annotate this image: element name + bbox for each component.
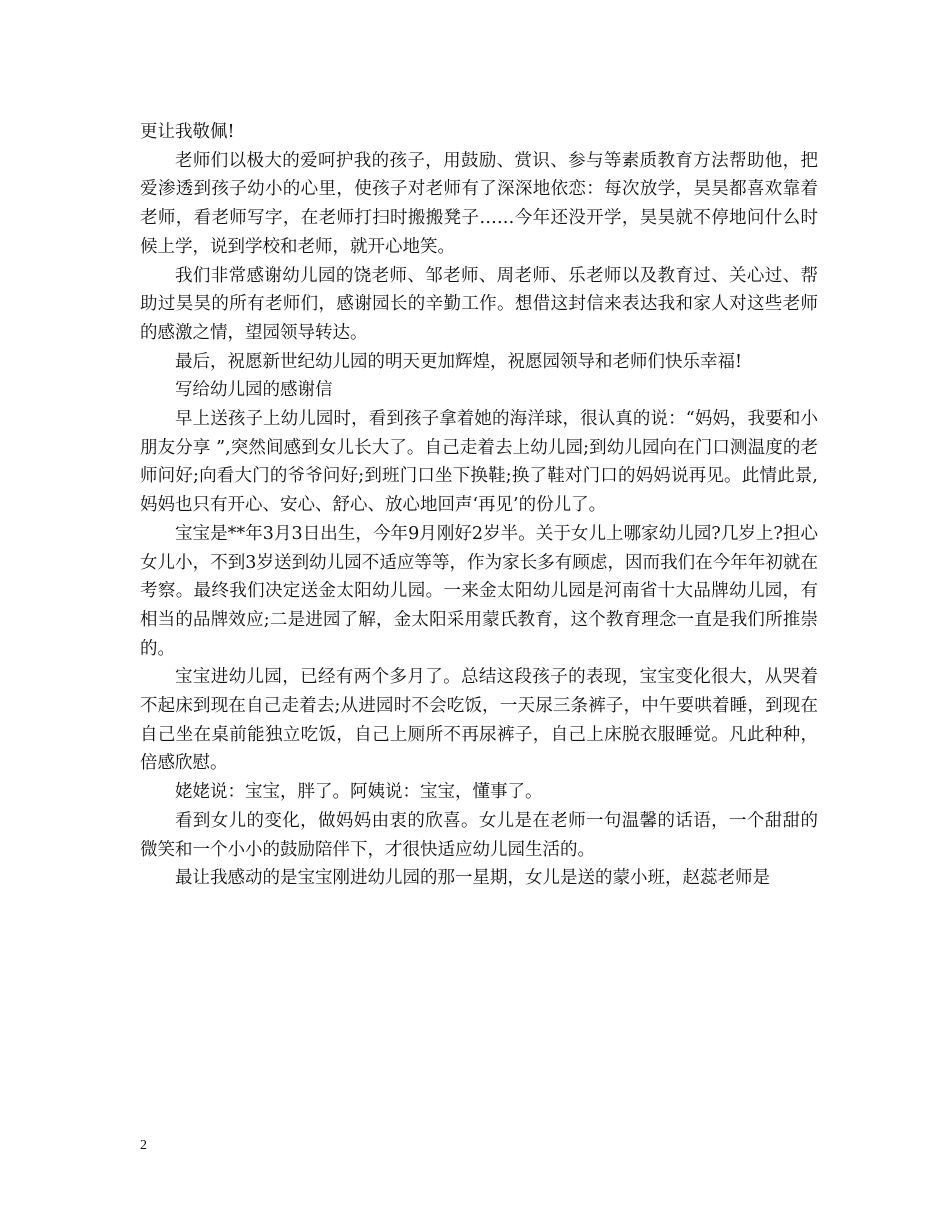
paragraph-2: 老师们以极大的爱呵护我的孩子，用鼓励、赏识、参与等素质教育方法帮助他，把爱渗透到孩子幼小的心里，使孩子对老师有了深深地依恋：每次放学，昊昊都喜欢靠着老师，看老师写字，在老师打扫时搬搬凳子……今年还没开学，昊昊就不停地问什么时候上学，说到学校和老师，就开心地笑。 bbox=[140, 150, 818, 257]
paragraph-4: 最后，祝愿新世纪幼儿园的明天更加辉煌，祝愿园领导和老师们快乐幸福! bbox=[175, 351, 743, 372]
section-heading: 写给幼儿园的感谢信 bbox=[175, 380, 333, 401]
paragraph-6: 早上送孩子上幼儿园时，看到孩子拿着她的海洋球，很认真的说：“妈妈，我要和小朋友分享 ”,突然间感到女儿长大了。自己走着去上幼儿园;到幼儿园向在门口测温度的老师问好;向看大门的爷爷问好;到班门口坐下换鞋;换了鞋对门口的妈妈说再见。此情此景,妈妈也只有开心、安心、舒心、放心地回声‘再见’的份儿了。 bbox=[140, 409, 818, 516]
document-body bbox=[140, 118, 818, 893]
paragraph-8: 宝宝进幼儿园，已经有两个多月了。总结这段孩子的表现，宝宝变化很大，从哭着不起床到现在自己走着去;从进园时不会吃饭，一天尿三条裤子，中午要哄着睡，到现在自己坐在桌前能独立吃饭，自己上厕所不再尿裤子，自己上床脱衣服睡觉。凡此种种，倍感欣慰。 bbox=[140, 667, 818, 774]
paragraph-7: 宝宝是**年3月3日出生，今年9月刚好2岁半。关于女儿上哪家幼儿园?几岁上?担心女儿小，不到3岁送到幼儿园不适应等等，作为家长多有顾虑，因而我们在今年年初就在考察。最终我们决定送金太阳幼儿园。一来金太阳幼儿园是河南省十大品牌幼儿园，有相当的品牌效应;二是进园了解，金太阳采用蒙氏教育，这个教育理念一直是我们所推崇的。 bbox=[140, 523, 818, 659]
paragraph-11: 最让我感动的是宝宝刚进幼儿园的那一星期，女儿是送的蒙小班，赵蕊老师是 bbox=[175, 868, 770, 889]
paragraph-1: 更让我敬佩! bbox=[140, 122, 235, 142]
page-number: 2 bbox=[140, 1138, 147, 1153]
paragraph-9: 姥姥说：宝宝，胖了。阿姨说：宝宝，懂事了。 bbox=[175, 782, 543, 803]
paragraph-10: 看到女儿的变化，做妈妈由衷的欣喜。女儿是在老师一句温馨的话语，一个甜甜的微笑和一个小小的鼓励陪伴下，才很快适应幼儿园生活的。 bbox=[140, 810, 818, 860]
paragraph-3: 我们非常感谢幼儿园的饶老师、邹老师、周老师、乐老师以及教育过、关心过、帮助过昊昊的所有老师们，感谢园长的辛勤工作。想借这封信来表达我和家人对这些老师的感激之情，望园领导转达。 bbox=[140, 265, 818, 343]
